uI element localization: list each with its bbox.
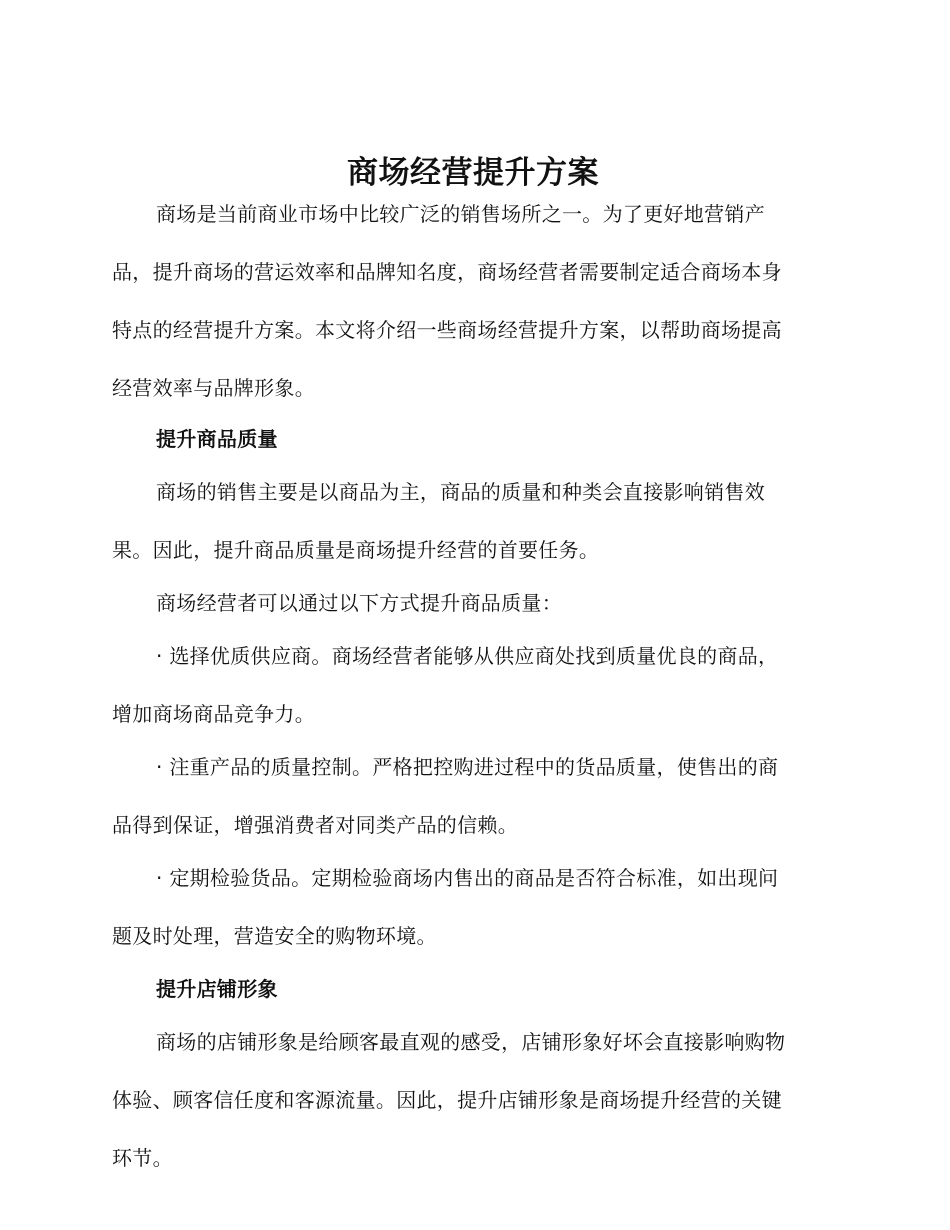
intro-line: 商场是当前商业市场中比较广泛的销售场所之一。为了更好地营销产 [156,202,765,226]
paragraph-line: 商场的店铺形象是给顾客最直观的感受，店铺形象好坏会直接影响购物 [156,1030,786,1054]
bullet-line: · 定期检验货品。定期检验商场内售出的商品是否符合标准，如出现问 [156,866,779,890]
bullet-item-inspection [112,864,834,951]
paragraph-line: 商场的销售主要是以商品为主，商品的质量和种类会直接影响销售效 [156,480,765,504]
section-heading-quality [112,425,834,454]
paragraph-line: 商场经营者可以通过以下方式提升商品质量： [156,591,562,615]
section-heading: 提升商品质量 [156,427,278,451]
intro-paragraph [112,200,834,403]
document-page [112,150,834,1173]
bullet-line: 增加商场商品竞争力。 [112,702,315,726]
intro-line: 特点的经营提升方案。本文将介绍一些商场经营提升方案，以帮助商场提高 [112,318,782,342]
paragraph-line: 环节。 [112,1146,173,1170]
paragraph-line: 果。因此，提升商品质量是商场提升经营的首要任务。 [112,538,600,562]
intro-line: 经营效率与品牌形象。 [112,376,315,400]
quality-paragraph-2 [112,589,834,618]
paragraph-line: 体验、顾客信任度和客源流量。因此，提升店铺形象是商场提升经营的关键 [112,1088,782,1112]
quality-paragraph-1 [112,478,834,565]
bullet-line: 品得到保证，增强消费者对同类产品的信赖。 [112,813,518,837]
bullet-line: · 注重产品的质量控制。严格把控购进过程中的货品质量，使售出的商 [156,755,779,779]
bullet-item-supplier [112,642,834,729]
section-heading-store-image [112,975,834,1004]
bullet-line: · 选择优质供应商。商场经营者能够从供应商处找到质量优良的商品， [156,644,779,668]
intro-line: 品，提升商场的营运效率和品牌知名度，商场经营者需要制定适合商场本身 [112,260,782,284]
store-image-paragraph [112,1028,834,1173]
bullet-line: 题及时处理，营造安全的购物环境。 [112,924,437,948]
section-heading: 提升店铺形象 [156,977,278,1001]
bullet-item-quality-control [112,753,834,840]
document-title: 商场经营提升方案 [347,155,599,191]
